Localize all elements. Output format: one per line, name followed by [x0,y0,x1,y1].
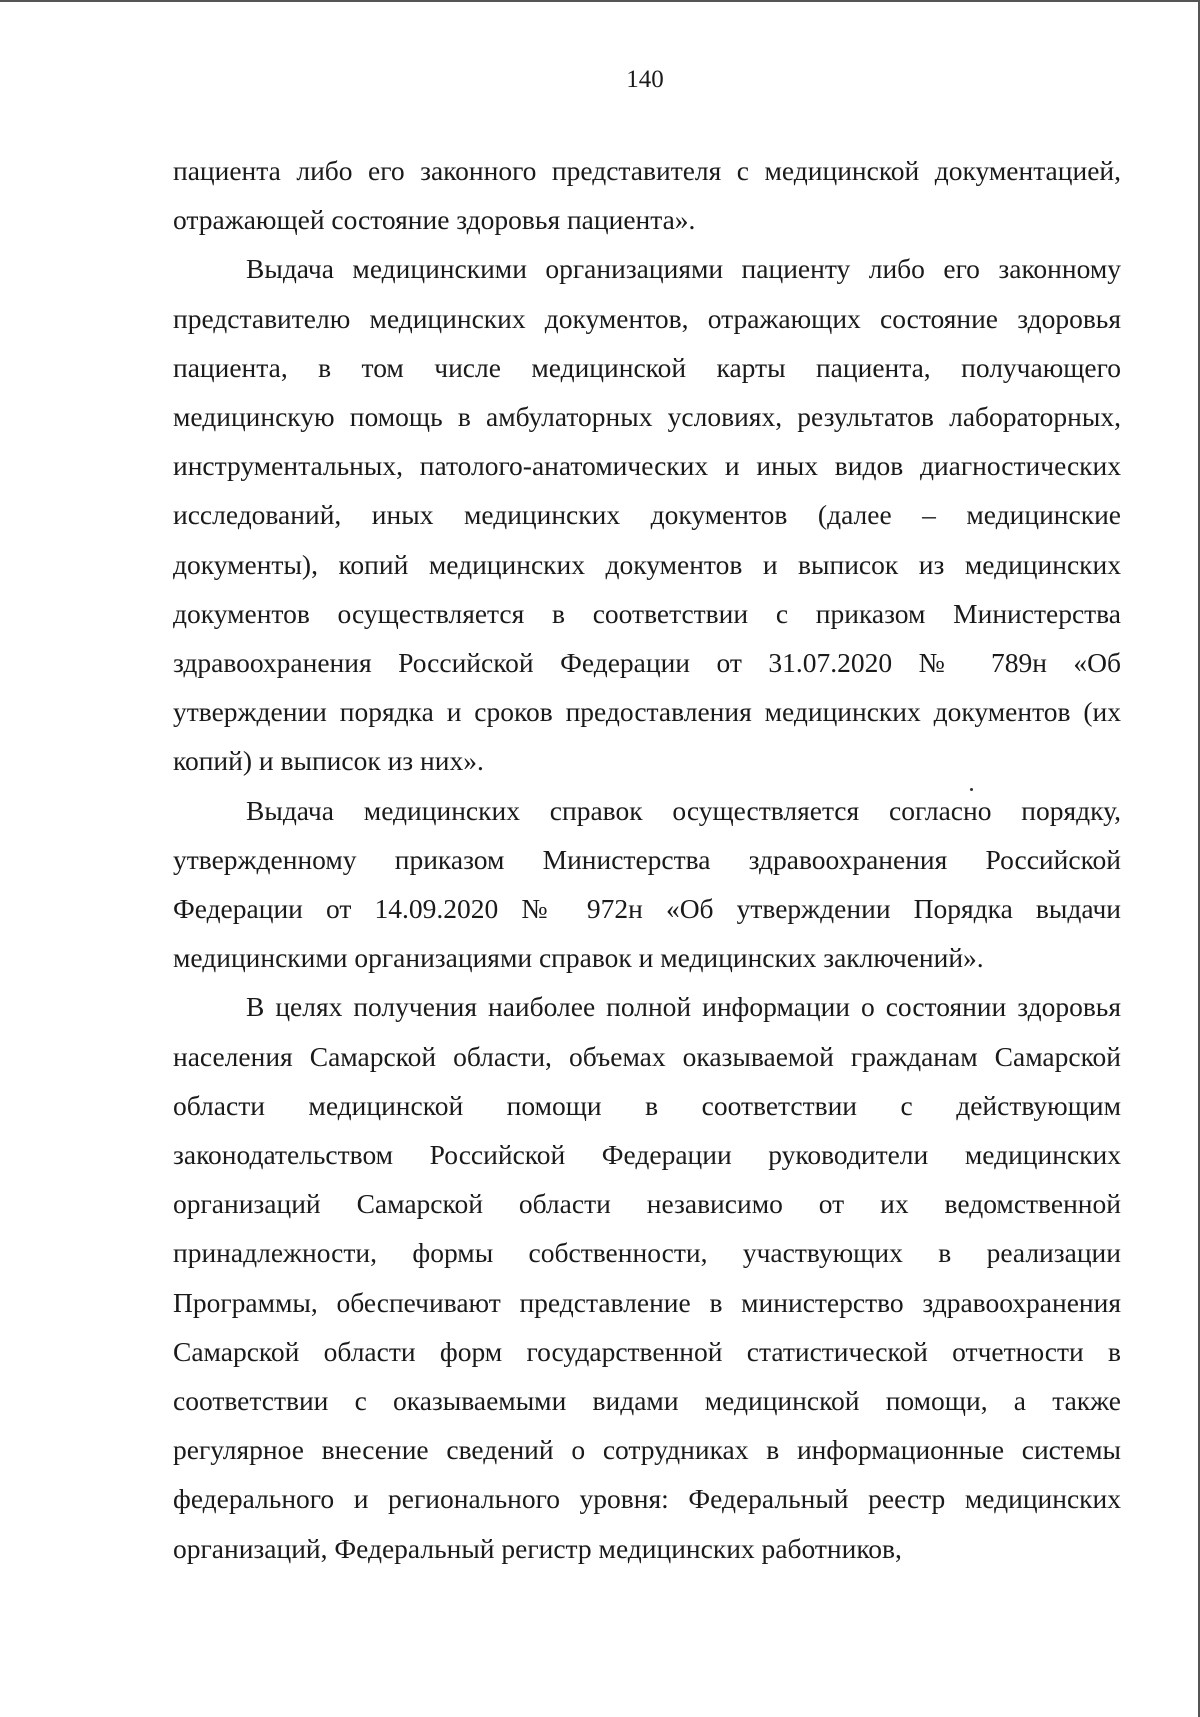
page-number: 140 [626,66,664,93]
scan-edge-top [0,0,1200,2]
scan-speck [970,788,973,791]
document-body [173,146,1121,1573]
paragraph-medical-certificates: Выдача медицинских справок осуществляется согласно порядку, утвержденному приказом Министерства здравоохранения Российской Федерации от 14.09.2020 № 972н «Об утверждении Порядка выдачи медицинскими организациями справок и медицинских заключений». [173,794,1121,974]
paragraph-medical-documents: Выдача медицинскими организациями пациенту либо его законному представителю медицинских документов, отражающих состояние здоровья пациента, в том числе медицинской карты пациента, получающего медицинскую помощь в амбулаторных условиях, результатов лабораторных, инструментальных, патолого-анатомических и иных видов диагностических исследований, иных медицинских документов (далее – медицинские документы), копий медицинских документов и выписок из медицинских документов осуществляется в соответствии с приказом Министерства здравоохранения Российской Федерации от 31.07.2020 № 789н «Об утверждении порядка и сроков предоставления медицинских документов (их копий) и выписок из них». [173,253,1121,777]
paragraph-continuation: пациента либо его законного представителя с медицинской документацией, отражающей состояние здоровья пациента». [173,155,1121,236]
paragraph-statistics-reporting: В целях получения наиболее полной информации о состоянии здоровья населения Самарской области, объемах оказываемой гражданам Самарской области медицинской помощи в соответствии с действующим законодательством Российской Федерации руководители медицинских организаций Самарской области независимо от их ведомственной принадлежности, формы собственности, участвующих в реализации Программы, обеспечивают представление в министерство здравоохранения Самарской области форм государственной статистической отчетности в соответствии с оказываемыми видами медицинской помощи, а также регулярное внесение сведений о сотрудниках в информационные системы федерального и регионального уровня: Федеральный реестр медицинских организаций, Федеральный регистр медицинских работников, [173,991,1121,1564]
